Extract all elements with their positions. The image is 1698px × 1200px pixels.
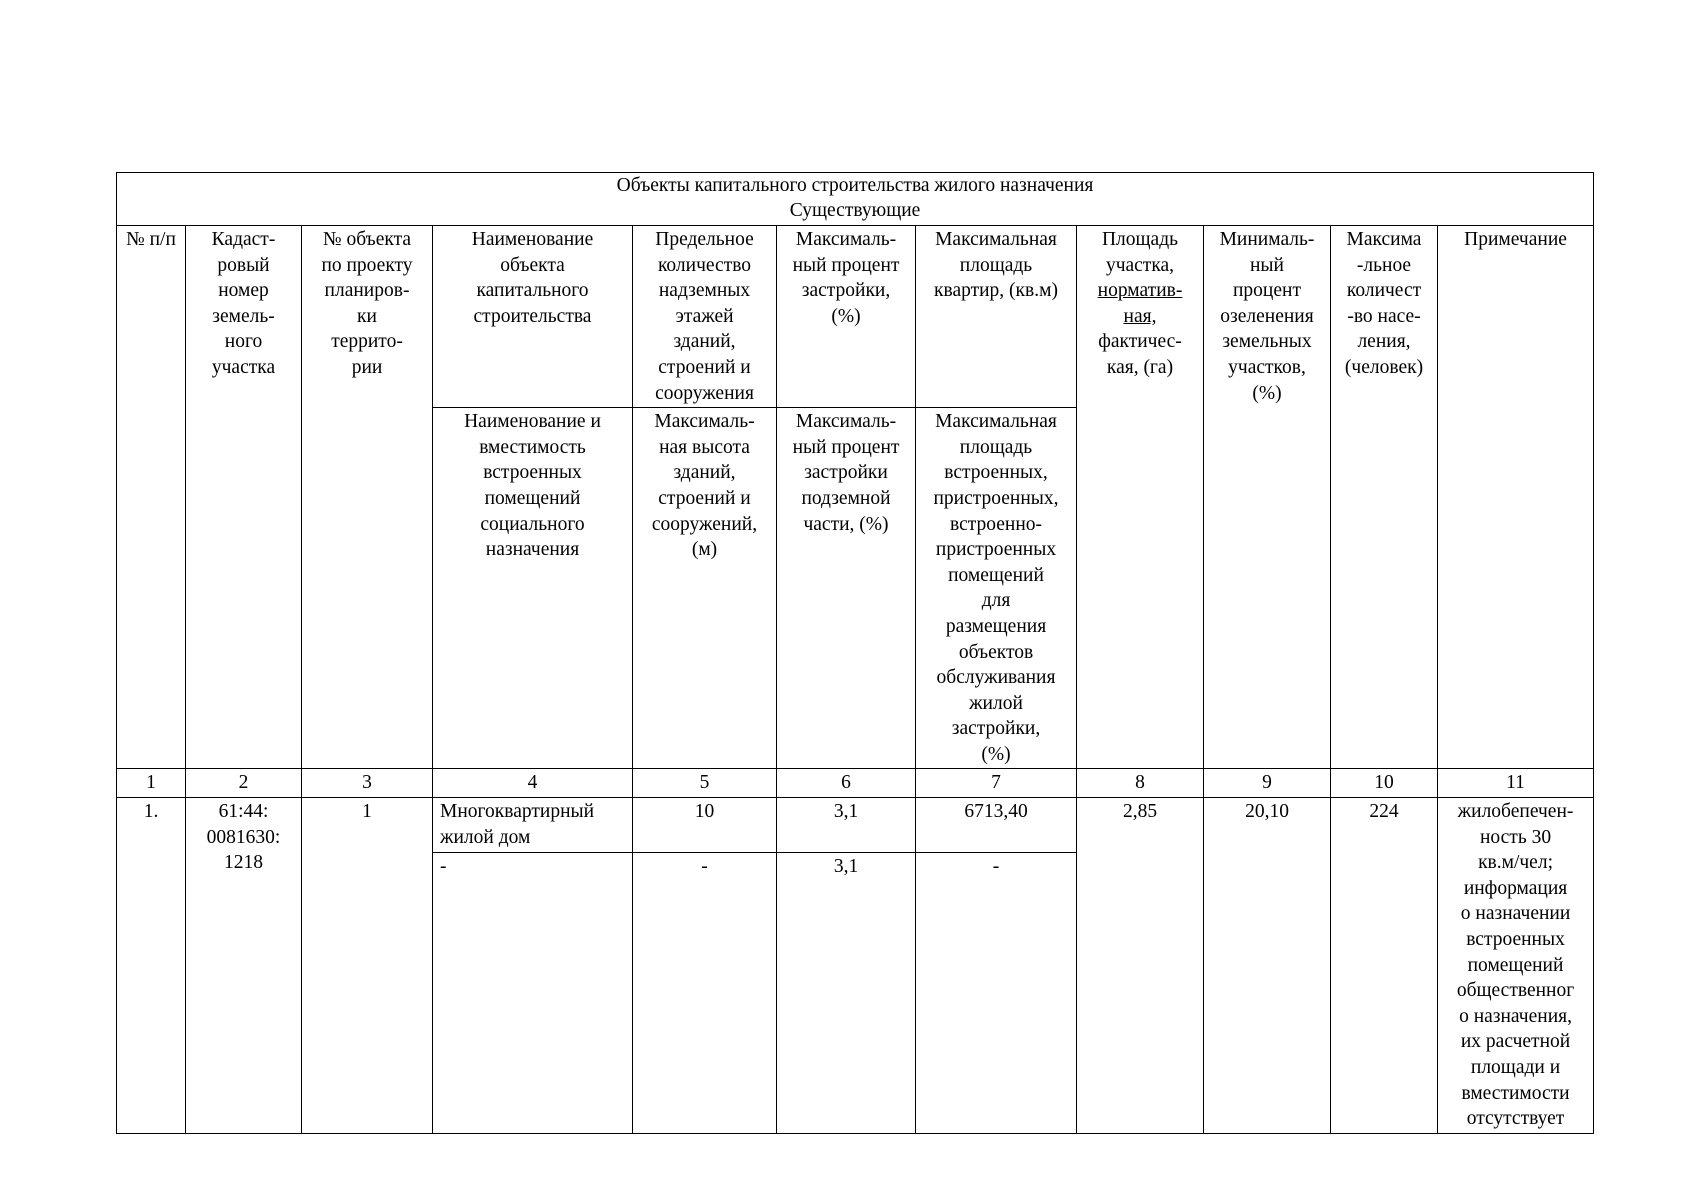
header-col-4-top: Наименование объекта капитального строительства	[433, 226, 633, 408]
object-name: Многоквартирный жилой дом	[433, 798, 633, 853]
sub-build-percent-value: 3,1	[777, 852, 916, 1133]
column-numbers-row	[117, 769, 1594, 798]
plot-area-value: 2,85	[1077, 798, 1204, 1134]
header-col-8: Площадь участка, норматив- ная, фактичес- кая, (га)	[1077, 226, 1204, 769]
column-number: 5	[633, 769, 777, 798]
column-number: 6	[777, 769, 916, 798]
column-number: 4	[433, 769, 633, 798]
column-number: 7	[916, 769, 1077, 798]
header-col-7-top: Максимальная площадь квартир, (кв.м)	[916, 226, 1077, 408]
header-col-1: № п/п	[117, 226, 186, 769]
header-col-6-bottom: Максималь- ный процент застройки подземной части, (%)	[777, 408, 916, 769]
flat-area-value: 6713,40	[916, 798, 1077, 853]
build-percent-value: 3,1	[777, 798, 916, 853]
floors-value: 10	[633, 798, 777, 853]
column-number: 2	[186, 769, 302, 798]
table-title-cell	[117, 173, 1594, 226]
header-col-10: Максима -льное количест -во насе- ления, (человек)	[1331, 226, 1438, 769]
header-col-2: Кадаст- ровый номер земель- ного участка	[186, 226, 302, 769]
note-cell: жилобепечен- ность 30 кв.м/чел; информация о назначении встроенных помещений общественног о назначения, их расчетной площади и вместимости отсутствует	[1438, 798, 1594, 1134]
table-row	[117, 798, 1594, 853]
header-col-7-bottom: Максимальная площадь встроенных, пристроенных, встроенно- пристроенных помещений для размещения объектов обслуживания жилой застройки, (%)	[916, 408, 1077, 769]
table-title: Объекты капитального строительства жилого назначения	[616, 175, 1094, 196]
header-col-9: Минималь- ный процент озеленения земельных участков, (%)	[1204, 226, 1331, 769]
population-value: 224	[1331, 798, 1438, 1134]
row-number: 1.	[117, 798, 186, 1134]
header-col-3: № объекта по проекту планиров- ки террито- рии	[302, 226, 433, 769]
green-percent-value: 20,10	[1204, 798, 1331, 1134]
sub-area-value: -	[916, 852, 1077, 1133]
object-number: 1	[302, 798, 433, 1134]
sub-height-value: -	[633, 852, 777, 1133]
cadastral-number: 61:44: 0081630: 1218	[186, 798, 302, 1134]
objects-table	[116, 172, 1594, 1134]
header-col-5-bottom: Максималь- ная высота зданий, строений и сооружений, (м)	[633, 408, 777, 769]
column-number: 10	[1331, 769, 1438, 798]
header-col-11: Примечание	[1438, 226, 1594, 769]
header-col-5-top: Предельное количество надземных этажей зданий, строений и сооружения	[633, 226, 777, 408]
header-col-4-bottom: Наименование и вместимость встроенных помещений социального назначения	[433, 408, 633, 769]
table-subtitle: Существующие	[789, 200, 921, 221]
sub-name-value: -	[433, 852, 633, 1133]
header-col-6-top: Максималь- ный процент застройки, (%)	[777, 226, 916, 408]
column-number: 9	[1204, 769, 1331, 798]
column-number: 3	[302, 769, 433, 798]
document-sheet	[116, 172, 1593, 1128]
column-number: 8	[1077, 769, 1204, 798]
column-number: 1	[117, 769, 186, 798]
column-number: 11	[1438, 769, 1594, 798]
